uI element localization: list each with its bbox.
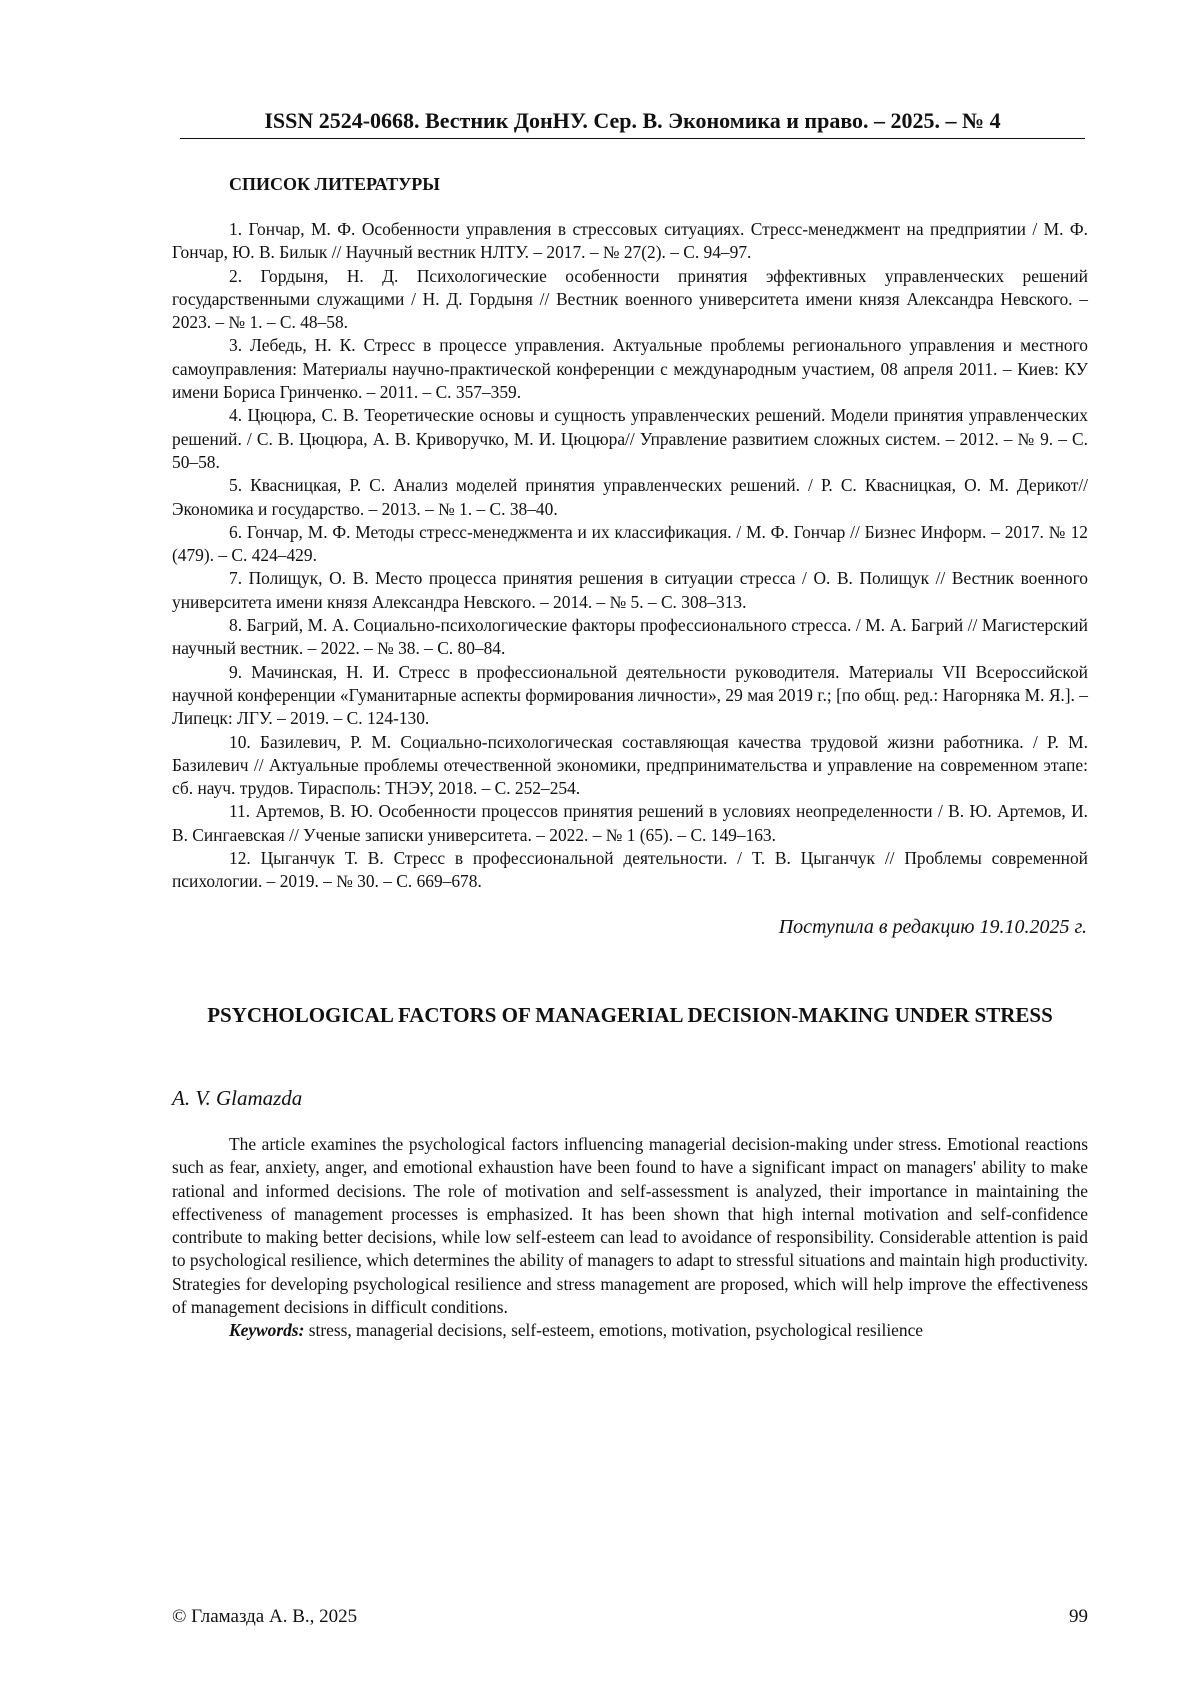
reference-item: 9. Мачинская, Н. И. Стресс в профессиональной деятельности руководителя. Материалы VII Всероссийской научной конференции «Гуманитарные аспекты формирования личности», 29 мая 2019 г.; [по общ. ред.: Нагорняка М. Я.]. – Липецк: ЛГУ. – 2019. – С. 124-130. [172, 661, 1088, 729]
reference-item: 1. Гончар, М. Ф. Особенности управления в стрессовых ситуациях. Стресс-менеджмент на предприятии / М. Ф. Гончар, Ю. В. Билык // Научный вестник НЛТУ. – 2017. – № 27(2). – С. 94–97. [172, 219, 1088, 263]
received-date-note: Поступила в редакцию 19.10.2025 г. [778, 916, 1087, 938]
keywords-line [172, 1319, 1088, 1342]
reference-item: 8. Багрий, М. А. Социально-психологические факторы профессионального стресса. / М. А. Багрий // Магистерский научный вестник. – 2022. – № 38. – С. 80–84. [172, 615, 1088, 659]
keywords-label: Keywords: [229, 1320, 305, 1341]
reference-item: 11. Артемов, В. Ю. Особенности процессов принятия решений в условиях неопределенности / В. Ю. Артемов, И. В. Сингаевская // Ученые записки университета. – 2022. – № 1 (65). – С. 149–163. [172, 801, 1088, 845]
reference-item: 2. Гордыня, Н. Д. Психологические особенности принятия эффективных управленческих решений государственными служащими / Н. Д. Гордыня // Вестник военного университета имени князя Александра Невского. – 2023. – № 1. – С. 48–58. [172, 265, 1088, 333]
page-number: 99 [1069, 1606, 1088, 1627]
abstract-text: The article examines the psychological factors influencing managerial decision-making under stress. Emotional reactions such as fear, anxiety, anger, and emotional exhaustion have been found to have a significant impact on managers' ability to make rational and informed decisions. The role of motivation and self-assessment is analyzed, their importance in maintaining the effectiveness of management processes is emphasized. It has been shown that high internal motivation and self-confidence contribute to making better decisions, while low self-esteem can lead to avoidance of responsibility. Considerable attention is paid to psychological resilience, which determines the ability of managers to adapt to stressful situations and maintain high productivity. Strategies for developing psychological resilience and stress management are proposed, which will help improve the effectiveness of management decisions in difficult conditions. [172, 1134, 1088, 1318]
reference-item: 3. Лебедь, Н. К. Стресс в процессе управления. Актуальные проблемы регионального управления и местного самоуправления: Материалы научно-практической конференции с международным участием, 08 апреля 2011. – Киев: КУ имени Бориса Гринченко. – 2011. – С. 357–359. [172, 335, 1088, 403]
running-header: ISSN 2524-0668. Вестник ДонНУ. Сер. В. Экономика и право. – 2025. – № 4 [180, 108, 1085, 139]
reference-item: 12. Цыганчук Т. В. Стресс в профессиональной деятельности. / Т. В. Цыганчук // Проблемы современной психологии. – 2019. – № 30. – С. 669–678. [172, 848, 1088, 892]
reference-item: 6. Гончар, М. Ф. Методы стресс-менеджмента и их классификация. / М. Ф. Гончар // Бизнес Информ. – 2017. № 12 (479). – С. 424–429. [172, 521, 1088, 566]
copyright-notice: © Гламазда А. В., 2025 [172, 1606, 358, 1627]
reference-item: 5. Квасницкая, Р. С. Анализ моделей принятия управленческих решений. / Р. С. Квасницкая, О. М. Дерикот// Экономика и государство. – 2013. – № 1. – С. 38–40. [172, 475, 1088, 519]
reference-item: 7. Полищук, О. В. Место процесса принятия решения в ситуации стресса / О. В. Полищук // Вестник военного университета имени князя Александра Невского. – 2014. – № 5. – С. 308–313. [172, 568, 1088, 612]
english-author: A. V. Glamazda [172, 1086, 303, 1110]
reference-item: 10. Базилевич, Р. М. Социально-психологическая составляющая качества трудовой жизни работника. / Р. М. Базилевич // Актуальные проблемы отечественной экономики, предпринимательства и управление на современном этапе: сб. науч. трудов. Тирасполь: ТНЭУ, 2018. – С. 252–254. [172, 731, 1088, 799]
english-abstract [172, 1133, 1088, 1343]
references-list [172, 218, 1088, 894]
english-article-title: PSYCHOLOGICAL FACTORS OF MANAGERIAL DECISION-MAKING UNDER STRESS [207, 1003, 1053, 1027]
keywords-text: stress, managerial decisions, self-esteem, emotions, motivation, psychological resilience [308, 1320, 924, 1341]
references-heading: СПИСОК ЛИТЕРАТУРЫ [229, 174, 440, 194]
reference-item: 4. Цюцюра, С. В. Теоретические основы и сущность управленческих решений. Модели принятия управленческих решений. / С. В. Цюцюра, А. В. Криворучко, М. И. Цюцюра// Управление развитием сложных систем. – 2012. – № 9. – С. 50–58. [172, 405, 1088, 472]
